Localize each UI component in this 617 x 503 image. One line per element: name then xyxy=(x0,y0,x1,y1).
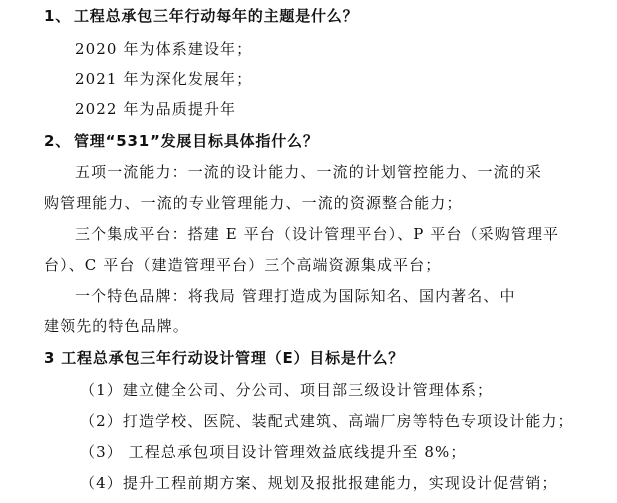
question-3-answer-2: （2）打造学校、医院、装配式建筑、高端厂房等特色专项设计能力； xyxy=(80,412,574,430)
question-1-answer-1: 2020 年为体系建设年； xyxy=(75,40,253,58)
question-2-answer-2: 购管理能力、一流的专业管理能力、一流的资源整合能力； xyxy=(44,194,463,212)
question-2-text: 管理“531”发展目标具体指什么？ xyxy=(74,132,319,150)
question-3-answer-3: （3） 工程总承包项目设计管理效益底线提升至 8%； xyxy=(80,443,467,461)
question-1-text: 工程总承包三年行动每年的主题是什么？ xyxy=(74,7,359,25)
question-2-answer-6: 建领先的特色品牌。 xyxy=(44,317,189,335)
question-1-number: 1、 xyxy=(44,7,72,25)
question-2-answer-5: 一个特色品牌：将我局 管理打造成为国际知名、国内著名、中 xyxy=(75,287,516,305)
question-3: 3 工程总承包三年行动设计管理（E）目标是什么？ xyxy=(44,349,405,367)
question-2-answer-3: 三个集成平台：搭建 E 平台（设计管理平台）、P 平台（采购管理平 xyxy=(75,225,560,243)
question-2-answer-4: 台）、C 平台（建造管理平台）三个高端资源集成平台； xyxy=(44,256,442,274)
question-2-number: 2、 xyxy=(44,132,72,150)
question-2 xyxy=(44,131,319,151)
question-1 xyxy=(44,6,358,26)
question-3-answer-4: （4）提升工程前期方案、规划及报批报建能力，实现设计促营销； xyxy=(80,474,558,492)
question-1-answer-3: 2022 年为品质提升年 xyxy=(75,100,237,118)
question-3-answer-1: （1）建立健全公司、分公司、项目部三级设计管理体系； xyxy=(80,381,494,399)
question-1-answer-2: 2021 年为深化发展年； xyxy=(75,70,253,88)
question-2-answer-1: 五项一流能力：一流的设计能力、一流的计划管控能力、一流的采 xyxy=(75,163,542,181)
